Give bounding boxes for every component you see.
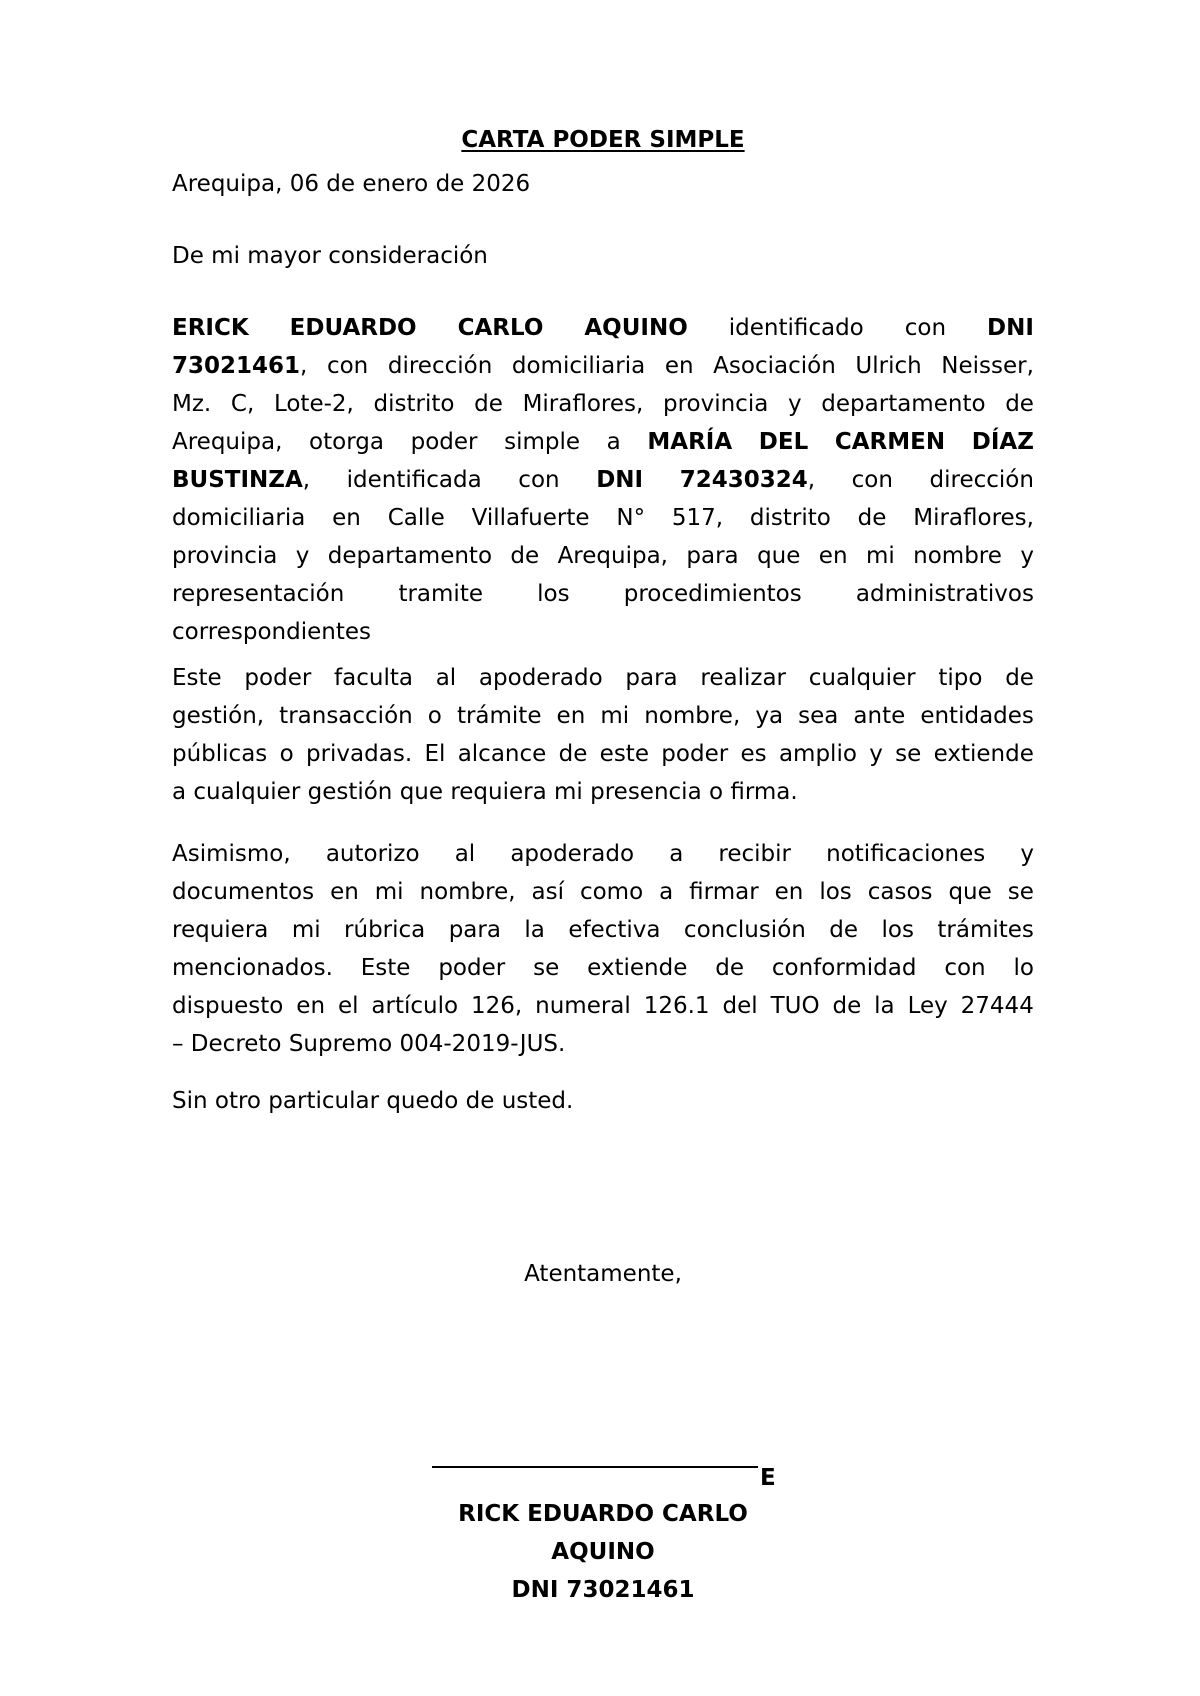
text-word: Miraflores, [913, 505, 1034, 531]
text-line: – Decreto Supremo 004-2019-JUS. [172, 1031, 566, 1057]
paragraph-row [172, 914, 1034, 952]
text-word: públicas [172, 741, 268, 767]
text-word: y [295, 543, 310, 569]
text-word: poder [244, 665, 312, 691]
text-word: los [819, 879, 852, 905]
paragraph-row [172, 990, 1034, 1028]
paragraph-row [172, 578, 1034, 616]
text-word: nombre, [419, 879, 516, 905]
attorney-surname-group [172, 464, 310, 502]
text-word: de [829, 917, 859, 943]
text-word: departamento [821, 391, 986, 417]
text-word: entidades [920, 703, 1034, 729]
attorney-dni-group [680, 464, 815, 502]
paragraph-row [172, 464, 1034, 502]
text-word: de [474, 391, 503, 417]
text-word: al [435, 665, 457, 691]
text-word: poder [661, 741, 729, 767]
text-word: Ulrich [855, 353, 922, 379]
text-word: distrito [749, 505, 831, 531]
text-word: transacción [279, 703, 413, 729]
text-word: apoderado [478, 665, 603, 691]
text-word: de [832, 993, 862, 1019]
text-word: o [427, 703, 442, 729]
text-word: conclusión [683, 917, 806, 943]
text-word: mi [374, 879, 404, 905]
text-word: lo [1013, 955, 1034, 981]
text-word: tramite [398, 581, 483, 607]
closing-line: Sin otro particular quedo de usted. [172, 1088, 574, 1114]
text-word: trámites [937, 917, 1034, 943]
text-word: de [510, 543, 540, 569]
text-word: sea [798, 703, 839, 729]
paragraph-row [172, 540, 1034, 578]
text-word: cualquier [808, 665, 916, 691]
text-word: privadas. [305, 741, 413, 767]
paragraph-notifications [172, 838, 1034, 1066]
paragraph-grant [172, 312, 1034, 654]
text-word: del [722, 993, 758, 1019]
paragraph-scope [172, 662, 1034, 814]
attorney-name-word: CARMEN [834, 429, 946, 455]
text-word: ante [853, 703, 906, 729]
dni-label: DNI [987, 315, 1034, 341]
text-word: como [579, 879, 644, 905]
text-word: realizar [700, 665, 786, 691]
text-word: 517, [671, 505, 724, 531]
signature-block [172, 1498, 1034, 1612]
text-word: procedimientos [623, 581, 802, 607]
text-word: , [807, 467, 816, 493]
text-word: , [300, 353, 308, 379]
text-word: distrito [373, 391, 455, 417]
paragraph-row [172, 776, 1034, 814]
text-word: de [1005, 391, 1034, 417]
text-word: alcance [457, 741, 547, 767]
text-word: con [851, 467, 893, 493]
text-word: Asociación [713, 353, 836, 379]
text-word: o [279, 741, 294, 767]
text-word: nombre [913, 543, 1002, 569]
text-word: efectiva [568, 917, 661, 943]
text-word: Arequipa, [557, 543, 668, 569]
text-word: Villafuerte [471, 505, 590, 531]
grantor-dni-number: 73021461 [172, 353, 301, 379]
text-word: conformidad [771, 955, 917, 981]
text-word: domiciliaria [511, 353, 646, 379]
text-word: otorga [309, 429, 384, 455]
text-word: a [659, 879, 674, 905]
paragraph-row [172, 738, 1034, 776]
text-word: administrativos [855, 581, 1034, 607]
text-word: requiera [172, 917, 269, 943]
text-word: con [904, 315, 947, 341]
text-word: artículo [371, 993, 459, 1019]
text-word: numeral [535, 993, 631, 1019]
text-word: en [330, 879, 359, 905]
grantor-name-word: ERICK [172, 315, 249, 341]
text-word: dirección [929, 467, 1034, 493]
text-word: identificada [346, 467, 482, 493]
text-word: correspondientes [172, 619, 371, 645]
text-word: firmar [689, 879, 759, 905]
attorney-name-word: MARÍA [647, 429, 733, 455]
attorney-name-word: DÍAZ [971, 429, 1034, 455]
paragraph-row [172, 662, 1034, 700]
text-line: a cualquier gestión que requiera mi presencia o firma. [172, 779, 798, 805]
text-word: y [869, 741, 883, 767]
text-word: de [715, 955, 744, 981]
grantor-name-word: EDUARDO [289, 315, 417, 341]
attorney-name-word: DEL [758, 429, 809, 455]
signer-name-line-1: RICK EDUARDO CARLO [458, 1501, 748, 1527]
text-word: identificado [728, 315, 864, 341]
text-word: Ley [907, 993, 948, 1019]
text-word: con [944, 955, 986, 981]
text-word: tipo [938, 665, 983, 691]
text-word: se [895, 741, 922, 767]
document-title: CARTA PODER SIMPLE [461, 127, 745, 153]
text-word: rúbrica [344, 917, 426, 943]
paragraph-row [172, 502, 1034, 540]
text-word: extiende [587, 955, 688, 981]
text-word: Este [172, 665, 222, 691]
text-word: apoderado [510, 841, 635, 867]
text-word: se [1007, 879, 1034, 905]
text-word: documentos [172, 879, 315, 905]
text-word: al [454, 841, 476, 867]
text-word: para [625, 665, 678, 691]
text-word: El [424, 741, 446, 767]
text-word: TUO [770, 993, 820, 1019]
text-word: Mz. [172, 391, 212, 417]
text-word: Este [360, 955, 411, 981]
text-word: dispuesto [172, 993, 284, 1019]
text-word: de [558, 741, 588, 767]
text-word: y [1020, 841, 1034, 867]
text-word: simple [504, 429, 581, 455]
text-word: departamento [327, 543, 493, 569]
text-word: es [740, 741, 767, 767]
dni-label: DNI [596, 467, 644, 493]
text-word: recibir [718, 841, 792, 867]
text-word: los [881, 917, 914, 943]
text-word: Miraflores, [522, 391, 644, 417]
signature-line [432, 1466, 758, 1468]
text-word: , [302, 467, 311, 493]
text-word: 27444 [960, 993, 1034, 1019]
text-word: representación [172, 581, 345, 607]
text-word: en [556, 703, 586, 729]
text-word: en [296, 993, 326, 1019]
text-word: en [818, 543, 848, 569]
paragraph-row [172, 952, 1034, 990]
text-word: dirección [387, 353, 493, 379]
text-word: la [874, 993, 895, 1019]
text-word: para [686, 543, 739, 569]
text-word: provincia [172, 543, 278, 569]
text-word: faculta [334, 665, 413, 691]
paragraph-row [172, 312, 1034, 350]
text-word: los [537, 581, 570, 607]
text-word: N° [616, 505, 646, 531]
text-word: mi [865, 543, 895, 569]
text-word: en [664, 353, 694, 379]
text-word: 126.1 [643, 993, 710, 1019]
text-word: para [448, 917, 501, 943]
text-word: a [606, 429, 621, 455]
text-word: notificaciones [826, 841, 986, 867]
text-word: que [948, 879, 992, 905]
text-word: provincia [662, 391, 769, 417]
text-word: Neisser, [941, 353, 1034, 379]
text-word: Calle [387, 505, 445, 531]
text-word: que [757, 543, 801, 569]
attorney-name-word: BUSTINZA [172, 467, 303, 493]
text-word: de [857, 505, 887, 531]
signer-dni: DNI 73021461 [511, 1577, 695, 1603]
text-word: así [531, 879, 564, 905]
text-word: domiciliaria [172, 505, 306, 531]
text-word: a [669, 841, 684, 867]
text-word: con [518, 467, 560, 493]
signer-name-line-2: AQUINO [551, 1539, 655, 1565]
paragraph-row [172, 876, 1034, 914]
text-word: el [337, 993, 359, 1019]
text-word: ya [755, 703, 784, 729]
text-word: se [533, 955, 560, 981]
paragraph-row [172, 388, 1034, 426]
paragraph-row [172, 426, 1034, 464]
text-word: mi [600, 703, 630, 729]
text-word: nombre, [644, 703, 741, 729]
text-word: C, [230, 391, 255, 417]
grantor-dni-group [172, 350, 307, 388]
text-word: poder [438, 955, 506, 981]
text-word: autorizo [325, 841, 420, 867]
text-word: extiende [933, 741, 1034, 767]
text-word: mi [291, 917, 321, 943]
text-word: de [1005, 665, 1034, 691]
text-word: Arequipa, [172, 429, 283, 455]
attorney-dni-number: 72430324 [679, 467, 808, 493]
grantor-name-word: AQUINO [584, 315, 688, 341]
text-word: gestión, [172, 703, 265, 729]
text-word: amplio [778, 741, 857, 767]
text-word: trámite [456, 703, 542, 729]
text-word: 126, [471, 993, 523, 1019]
paragraph-row [172, 350, 1034, 388]
paragraph-row [172, 616, 1034, 654]
text-word: en [774, 879, 804, 905]
text-word: este [599, 741, 649, 767]
text-word: Asimismo, [172, 841, 291, 867]
letter-page [172, 0, 1034, 1696]
text-word: y [788, 391, 802, 417]
text-word: casos [867, 879, 933, 905]
valediction: Atentamente, [524, 1261, 682, 1287]
text-word: Lote-2, [273, 391, 354, 417]
date-line: Arequipa, 06 de enero de 2026 [172, 171, 531, 197]
text-word: y [1020, 543, 1034, 569]
text-word: la [524, 917, 545, 943]
paragraph-row [172, 838, 1034, 876]
signature-line-letter: E [760, 1465, 776, 1491]
text-word: mencionados. [172, 955, 333, 981]
paragraph-row [172, 1028, 1034, 1066]
text-word: poder [410, 429, 478, 455]
text-word: con [326, 353, 369, 379]
text-word: en [332, 505, 361, 531]
paragraph-row [172, 700, 1034, 738]
grantor-name-word: CARLO [457, 315, 544, 341]
greeting-line: De mi mayor consideración [172, 243, 488, 269]
